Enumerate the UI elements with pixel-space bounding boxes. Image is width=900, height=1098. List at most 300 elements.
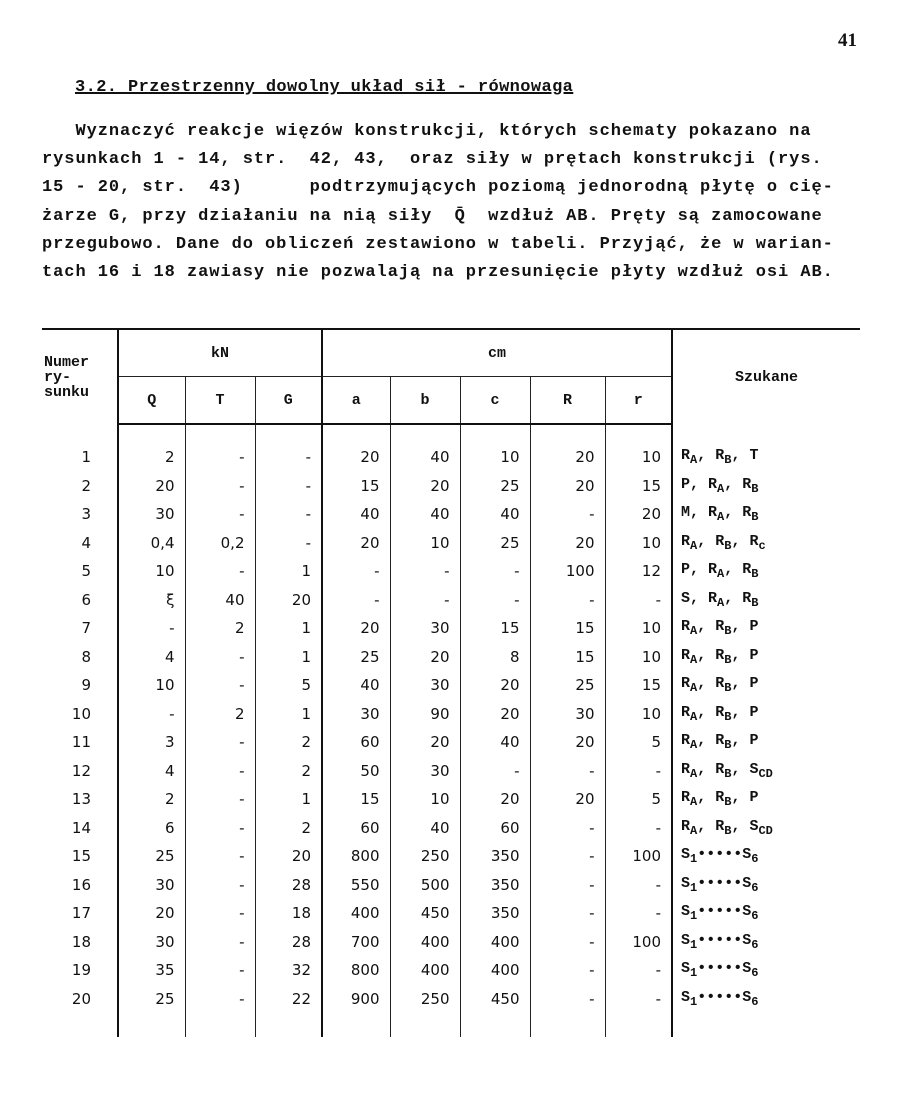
separator: , (697, 760, 716, 778)
unknown-subscript: B (724, 652, 732, 667)
cell-r: - (605, 757, 672, 786)
unknown-symbol: R (715, 760, 725, 778)
cell-szukane (672, 842, 860, 871)
cell-R: - (530, 586, 605, 615)
cell-numer: 2 (81, 476, 91, 495)
separator: , (690, 504, 709, 522)
cell-numer: 5 (81, 562, 91, 581)
unknown-subscript: 6 (751, 966, 759, 981)
cell-R: - (530, 871, 605, 900)
paragraph-line: rysunkach 1 - 14, str. 42, 43, oraz siły w prętach konstrukcji (rys. (42, 150, 823, 170)
cell-a: 60 (322, 814, 390, 843)
cell-Q: 0,4 (118, 529, 185, 558)
cell-r: 15 (605, 671, 672, 700)
cell-b: 40 (390, 814, 460, 843)
cell-T: - (185, 814, 255, 843)
unknown-subscript: 6 (751, 909, 759, 924)
unknown-symbol: R (681, 446, 691, 464)
cell-Q: 25 (118, 842, 185, 871)
table-row (42, 557, 860, 586)
separator: , (697, 532, 716, 550)
unknown-symbol: P (749, 646, 759, 664)
unknown-subscript: A (690, 452, 698, 467)
unknown-symbol: S (681, 903, 691, 921)
separator: , (697, 646, 716, 664)
unknown-subscript: B (751, 510, 759, 525)
unknown-symbol: R (742, 589, 752, 607)
cell-szukane (672, 586, 860, 615)
unknown-symbol: R (742, 561, 752, 579)
header-col-T: T (185, 377, 255, 425)
unknown-symbol: S (681, 846, 691, 864)
cell-a: 15 (322, 472, 390, 501)
cell-b: 20 (390, 472, 460, 501)
cell-r: 5 (605, 728, 672, 757)
cell-r: 10 (605, 614, 672, 643)
table-row (42, 842, 860, 871)
unknown-symbol: R (681, 646, 691, 664)
cell-G: 28 (255, 871, 322, 900)
cell-c: 20 (460, 671, 530, 700)
unknown-symbol: R (681, 732, 691, 750)
unknown-symbol: S (742, 988, 752, 1006)
cell-G: - (255, 500, 322, 529)
unknown-symbol: R (708, 504, 718, 522)
unknown-subscript: 1 (690, 937, 698, 952)
cell-Q: 10 (118, 557, 185, 586)
cell-c: 40 (460, 500, 530, 529)
separator: , (697, 732, 716, 750)
cell-Q: 30 (118, 928, 185, 957)
unknown-subscript: B (751, 567, 759, 582)
cell-Q: - (118, 700, 185, 729)
separator: ••••• (697, 988, 743, 1006)
separator: , (731, 760, 750, 778)
cell-Q: ξ (118, 586, 185, 615)
cell-szukane (672, 956, 860, 985)
cell-G: 1 (255, 785, 322, 814)
unknown-symbol: R (708, 475, 718, 493)
cell-Q: 30 (118, 871, 185, 900)
unknown-subscript: A (690, 652, 698, 667)
cell-c: 25 (460, 529, 530, 558)
header-col-r: r (605, 377, 672, 425)
unknown-subscript: 6 (751, 852, 759, 867)
unknown-symbol: R (708, 589, 718, 607)
unknown-symbol: S (742, 931, 752, 949)
unknown-subscript: A (690, 766, 698, 781)
cell-c: 400 (460, 956, 530, 985)
cell-c: 25 (460, 472, 530, 501)
cell-T: - (185, 956, 255, 985)
cell-szukane (672, 814, 860, 843)
unknown-symbol: R (715, 732, 725, 750)
table-row (42, 728, 860, 757)
cell-R: - (530, 899, 605, 928)
separator: , (690, 561, 709, 579)
unknown-subscript: 1 (690, 966, 698, 981)
unknown-symbol: S (742, 960, 752, 978)
cell-numer: 3 (81, 505, 91, 524)
cell-a: 900 (322, 985, 390, 1038)
unknown-subscript: A (690, 823, 698, 838)
cell-szukane (672, 785, 860, 814)
cell-numer: 12 (71, 761, 91, 780)
cell-numer: 20 (71, 989, 91, 1008)
cell-szukane (672, 614, 860, 643)
cell-Q: 4 (118, 643, 185, 672)
cell-Q: 20 (118, 472, 185, 501)
cell-R: - (530, 956, 605, 985)
separator: , (731, 817, 750, 835)
cell-numer: 8 (81, 647, 91, 666)
cell-b: 30 (390, 757, 460, 786)
separator: , (697, 817, 716, 835)
separator: , (690, 475, 709, 493)
cell-T: 2 (185, 614, 255, 643)
cell-T: - (185, 500, 255, 529)
cell-b: 400 (390, 928, 460, 957)
cell-R: 15 (530, 614, 605, 643)
unknown-symbol: R (749, 532, 759, 550)
unknown-symbol: P (749, 732, 759, 750)
header-col-Q: Q (118, 377, 185, 425)
table-row (42, 500, 860, 529)
separator: , (731, 646, 750, 664)
cell-c: 15 (460, 614, 530, 643)
cell-T: 0,2 (185, 529, 255, 558)
cell-r: 5 (605, 785, 672, 814)
cell-R: - (530, 757, 605, 786)
unknown-symbol: S (681, 960, 691, 978)
unknown-subscript: 6 (751, 880, 759, 895)
paragraph-line: tach 16 i 18 zawiasy nie pozwalają na przesunięcie płyty wzdłuż osi AB. (42, 263, 834, 283)
unknown-subscript: 1 (690, 880, 698, 895)
unknown-symbol: R (715, 646, 725, 664)
cell-szukane (672, 899, 860, 928)
cell-b: 40 (390, 424, 460, 472)
separator: , (690, 589, 709, 607)
unknown-subscript: A (690, 709, 698, 724)
unknown-subscript: 1 (690, 852, 698, 867)
unknown-symbol: R (715, 703, 725, 721)
cell-Q: 20 (118, 899, 185, 928)
cell-R: - (530, 928, 605, 957)
cell-numer: 1 (81, 447, 91, 466)
unknown-symbol: S (749, 760, 759, 778)
table-row (42, 814, 860, 843)
cell-szukane (672, 728, 860, 757)
separator: , (731, 675, 750, 693)
cell-r: 20 (605, 500, 672, 529)
cell-G: 20 (255, 586, 322, 615)
cell-szukane (672, 557, 860, 586)
separator: , (724, 475, 743, 493)
unknown-symbol: P (749, 618, 759, 636)
table-row (42, 899, 860, 928)
cell-r: 100 (605, 928, 672, 957)
cell-szukane (672, 643, 860, 672)
header-col-a: a (322, 377, 390, 425)
cell-r: 15 (605, 472, 672, 501)
unknown-symbol: R (681, 675, 691, 693)
cell-c: 60 (460, 814, 530, 843)
separator: , (697, 618, 716, 636)
unknown-symbol: R (715, 618, 725, 636)
cell-R: 20 (530, 728, 605, 757)
unknown-symbol: P (681, 561, 691, 579)
cell-r: 100 (605, 842, 672, 871)
table-row (42, 671, 860, 700)
cell-szukane (672, 985, 860, 1038)
cell-r: 10 (605, 643, 672, 672)
cell-G: 28 (255, 928, 322, 957)
cell-T: - (185, 899, 255, 928)
cell-Q: 25 (118, 985, 185, 1038)
cell-T: 40 (185, 586, 255, 615)
cell-c: 20 (460, 700, 530, 729)
cell-a: 400 (322, 899, 390, 928)
unknown-subscript: A (690, 681, 698, 696)
paragraph-line: 15 - 20, str. 43) podtrzymujących poziomą jednorodną płytę o cię- (42, 178, 834, 198)
unknown-symbol: S (742, 874, 752, 892)
cell-c: - (460, 757, 530, 786)
table-row (42, 643, 860, 672)
cell-szukane (672, 671, 860, 700)
unknown-symbol: S (681, 874, 691, 892)
unknown-symbol: S (749, 817, 759, 835)
cell-a: 25 (322, 643, 390, 672)
cell-R: 25 (530, 671, 605, 700)
cell-szukane (672, 871, 860, 900)
unknown-symbol: R (681, 760, 691, 778)
unknown-symbol: R (715, 817, 725, 835)
cell-c: 350 (460, 899, 530, 928)
unknown-subscript: B (724, 681, 732, 696)
cell-a: 15 (322, 785, 390, 814)
unknown-symbol: S (681, 931, 691, 949)
header-col-R: R (530, 377, 605, 425)
cell-c: 450 (460, 985, 530, 1038)
cell-a: 800 (322, 956, 390, 985)
cell-b: - (390, 586, 460, 615)
cell-r: 10 (605, 700, 672, 729)
cell-G: - (255, 529, 322, 558)
unknown-subscript: CD (758, 823, 773, 838)
separator: , (724, 561, 743, 579)
unknown-symbol: R (715, 446, 725, 464)
unknown-subscript: B (724, 766, 732, 781)
unknown-symbol: S (742, 903, 752, 921)
cell-b: 250 (390, 842, 460, 871)
cell-r: - (605, 586, 672, 615)
cell-G: - (255, 424, 322, 472)
cell-szukane (672, 757, 860, 786)
cell-c: 350 (460, 871, 530, 900)
cell-T: - (185, 643, 255, 672)
header-col-G: G (255, 377, 322, 425)
unknown-subscript: 1 (690, 994, 698, 1009)
unknown-symbol: P (749, 789, 759, 807)
unknown-symbol: S (681, 589, 691, 607)
unknown-subscript: B (751, 481, 759, 496)
cell-r: - (605, 871, 672, 900)
cell-T: - (185, 785, 255, 814)
paragraph-line: Wyznaczyć reakcje więzów konstrukcji, których schematy pokazano na (42, 122, 812, 141)
cell-Q: 6 (118, 814, 185, 843)
cell-b: 90 (390, 700, 460, 729)
cell-a: 30 (322, 700, 390, 729)
cell-R: - (530, 842, 605, 871)
cell-numer: 13 (71, 790, 91, 809)
cell-R: 20 (530, 529, 605, 558)
data-table (42, 328, 860, 1037)
cell-numer: 16 (71, 875, 91, 894)
cell-numer: 7 (81, 619, 91, 638)
header-col-b: b (390, 377, 460, 425)
cell-G: 1 (255, 700, 322, 729)
cell-Q: 2 (118, 424, 185, 472)
cell-numer: 18 (71, 932, 91, 951)
unknown-symbol: R (681, 789, 691, 807)
table-row (42, 529, 860, 558)
cell-szukane (672, 928, 860, 957)
cell-b: 10 (390, 529, 460, 558)
cell-numer: 6 (81, 590, 91, 609)
separator: ••••• (697, 874, 743, 892)
paragraph-line: żarze G, przy działaniu na nią siły Q̄ wzdłuż AB. Pręty są zamocowane (42, 206, 823, 226)
unknown-subscript: 6 (751, 994, 759, 1009)
cell-c: - (460, 557, 530, 586)
cell-a: 60 (322, 728, 390, 757)
cell-r: - (605, 985, 672, 1038)
separator: , (697, 446, 716, 464)
separator: , (731, 732, 750, 750)
unknown-symbol: R (708, 561, 718, 579)
cell-a: 700 (322, 928, 390, 957)
unknown-subscript: A (690, 538, 698, 553)
header-numer-label: Numer ry- sunku (44, 353, 90, 401)
unknown-subscript: c (758, 538, 766, 553)
header-group-kn: kN (118, 329, 322, 377)
cell-b: 400 (390, 956, 460, 985)
cell-szukane (672, 472, 860, 501)
separator: , (697, 675, 716, 693)
cell-T: - (185, 424, 255, 472)
separator: , (697, 789, 716, 807)
cell-numer: 17 (71, 904, 91, 923)
cell-numer: 19 (71, 961, 91, 980)
unknown-symbol: P (749, 703, 759, 721)
unknown-subscript: A (717, 567, 725, 582)
unknown-subscript: B (724, 823, 732, 838)
unknown-symbol: R (715, 532, 725, 550)
unknown-symbol: T (749, 446, 759, 464)
header-col-c: c (460, 377, 530, 425)
cell-a: 40 (322, 671, 390, 700)
separator: ••••• (697, 846, 743, 864)
unknown-symbol: R (681, 703, 691, 721)
cell-Q: 2 (118, 785, 185, 814)
cell-b: 500 (390, 871, 460, 900)
cell-c: 8 (460, 643, 530, 672)
unknown-subscript: A (717, 595, 725, 610)
cell-R: 20 (530, 424, 605, 472)
cell-Q: 35 (118, 956, 185, 985)
unknown-symbol: S (681, 988, 691, 1006)
unknown-subscript: B (724, 795, 732, 810)
cell-b: 20 (390, 643, 460, 672)
cell-G: 5 (255, 671, 322, 700)
unknown-subscript: A (690, 795, 698, 810)
cell-G: - (255, 472, 322, 501)
cell-G: 32 (255, 956, 322, 985)
cell-Q: 10 (118, 671, 185, 700)
task-paragraph (42, 118, 872, 287)
unknown-subscript: 6 (751, 937, 759, 952)
unknown-subscript: B (724, 738, 732, 753)
unknown-symbol: R (681, 618, 691, 636)
cell-a: 20 (322, 529, 390, 558)
cell-numer: 10 (71, 704, 91, 723)
cell-b: 10 (390, 785, 460, 814)
unknown-subscript: B (724, 538, 732, 553)
unknown-symbol: R (681, 532, 691, 550)
section-title: 3.2. Przestrzenny dowolny układ sił - równowaga (75, 78, 574, 97)
cell-r: - (605, 899, 672, 928)
table-row (42, 472, 860, 501)
unknown-subscript: A (690, 624, 698, 639)
separator: , (731, 532, 750, 550)
cell-G: 22 (255, 985, 322, 1038)
unknown-subscript: A (690, 738, 698, 753)
separator: , (731, 446, 750, 464)
cell-numer: 15 (71, 847, 91, 866)
cell-a: 40 (322, 500, 390, 529)
cell-G: 2 (255, 757, 322, 786)
cell-numer: 9 (81, 676, 91, 695)
cell-G: 2 (255, 814, 322, 843)
unknown-symbol: P (749, 675, 759, 693)
cell-r: - (605, 814, 672, 843)
cell-Q: - (118, 614, 185, 643)
unknown-symbol: S (742, 846, 752, 864)
table-row (42, 757, 860, 786)
cell-T: - (185, 728, 255, 757)
cell-szukane (672, 500, 860, 529)
cell-T: - (185, 871, 255, 900)
cell-T: - (185, 472, 255, 501)
cell-c: 40 (460, 728, 530, 757)
table-row (42, 871, 860, 900)
separator: , (697, 703, 716, 721)
unknown-symbol: R (715, 789, 725, 807)
paragraph-line: przegubowo. Dane do obliczeń zestawiono w tabeli. Przyjąć, że w warian- (42, 234, 834, 254)
cell-R: 15 (530, 643, 605, 672)
cell-r: 10 (605, 529, 672, 558)
page-number: 41 (838, 30, 857, 51)
table-row (42, 928, 860, 957)
cell-G: 2 (255, 728, 322, 757)
cell-c: - (460, 586, 530, 615)
cell-T: - (185, 671, 255, 700)
cell-G: 1 (255, 557, 322, 586)
cell-a: 20 (322, 614, 390, 643)
cell-b: 450 (390, 899, 460, 928)
cell-G: 1 (255, 614, 322, 643)
cell-a: 20 (322, 424, 390, 472)
unknown-symbol: P (681, 475, 691, 493)
